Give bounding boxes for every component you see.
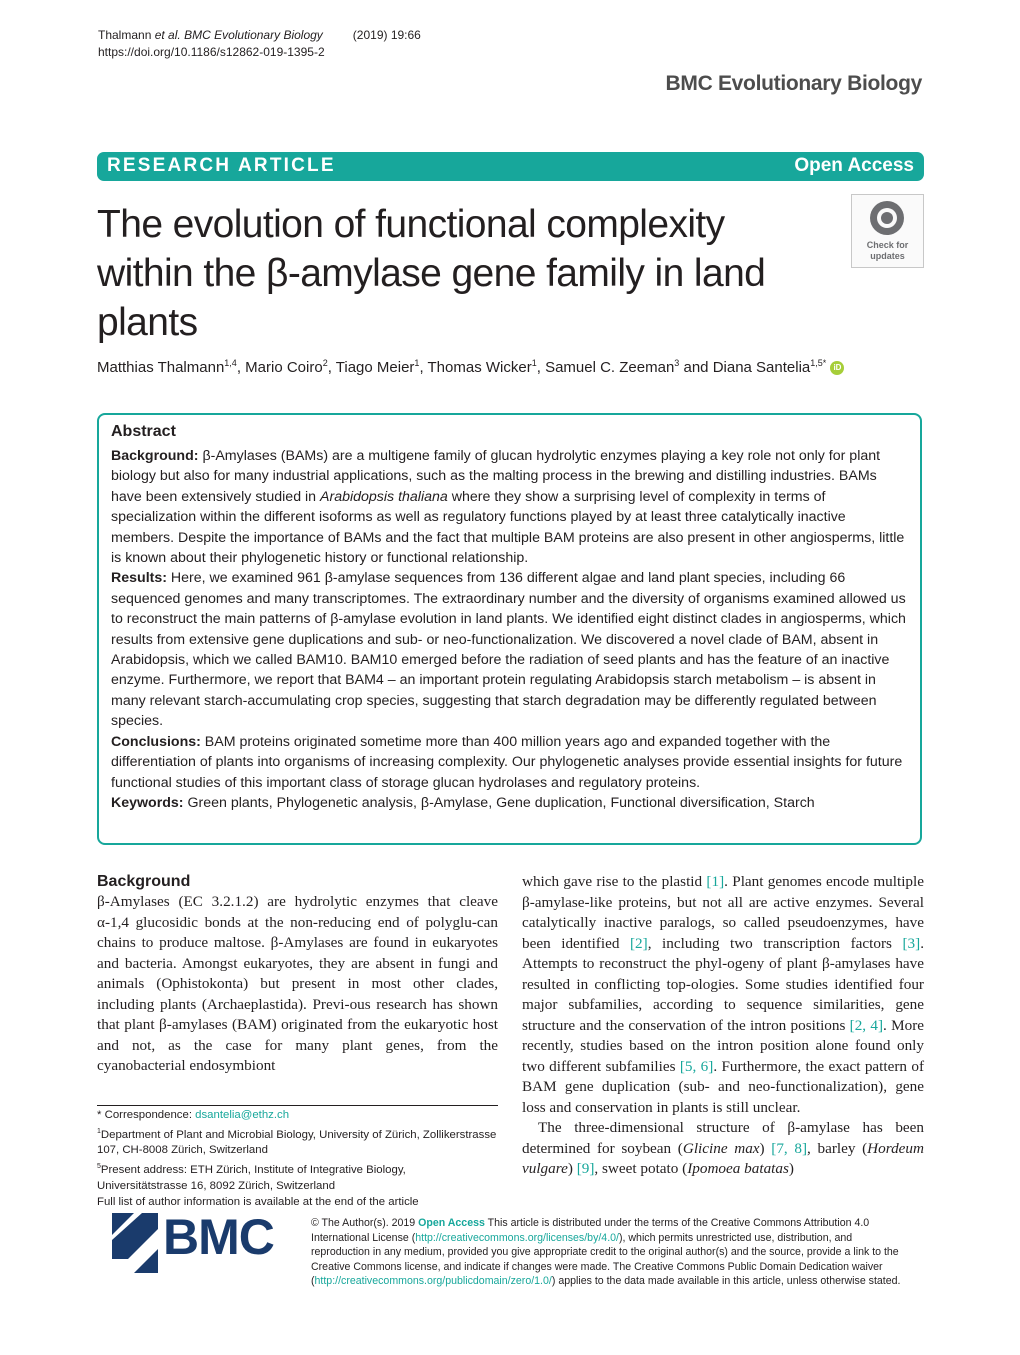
abstract-background: Background: β-Amylases (BAMs) are a multigene family of glucan hydrolytic enzymes playing a key role not only for plant biology but also for many industrial applications, such as the malting process in the brewing and distilling industries. BAMs have been extensively studied in Arabidopsis thaliana where they show a surprising level of complexity in terms of specialization within the different isoforms as well as regulatory functions played by at least three catalytically inactive members. Despite the importance of BAMs and the fact that multiple BAM proteins are also present in other angiosperms, little is known about their phylogenetic history or functional relationship.: [111, 448, 905, 567]
author-affiliation: 1: [531, 358, 537, 368]
bookmark-icon: [870, 201, 904, 235]
background-paragraph: β-Amylases (EC 3.2.1.2) are hydrolytic enzymes that cleave α-1,4 glucosidic bonds at the non-reducing end of polyglu-can chains to produce maltose. β-Amylases are found in eukaryotes and bacteria. Amongst eukaryotes, they are absent in fungi and animals (Ophistokonta) but present in most other clades, including plants (Archaeplastida). Previ-ous research has shown that plant β-amylases (BAM) originated from the eukaryotic host and not, as the case for many plant genes, from the cyanobacterial endosymbiont: [97, 893, 498, 1074]
author-affiliation: 1: [414, 358, 420, 368]
section-heading: Background: [97, 873, 191, 890]
left-column: [97, 872, 498, 1077]
article-type-band: [97, 152, 924, 181]
author-list: Matthias Thalmann$^{1,4}$, Mario Coiro$^2$, Tiago Meier$^1$, Thomas Wicker$^1$, Samuel C. Zeeman$^3$ and Diana Santelia$^{1,5*}$ iD: [97, 352, 927, 379]
author-affiliation: 3: [674, 358, 680, 368]
footnote-divider: [97, 1105, 498, 1106]
article-type-label: RESEARCH ARTICLE: [107, 155, 336, 176]
body-paragraph: which gave rise to the plastid [1]. Plant genomes encode multiple β-amylase-like proteins, but not all are active enzymes. Several catalytically inactive paralogs, so called pseudoenzymes, have been identified [2], including two transcription factors [3]. Attempts to reconstruct the phyl-ogeny of plant β-amylases have resulted in conflicting top-ologies. Some studies identified four major subfamilies, according to sequence similarities, gene structure and the conservation of the intron positions [2, 4]. More recently, studies based on the intron position alone found only two different subfamilies [5, 6]. Furthermore, the exact pattern of BAM gene duplication (sub- and neo-functionalization), gene loss and conservation in plants is still unclear.: [522, 873, 925, 1116]
affiliation-5: Present address: ETH Zürich, Institute of Integrative Biology, Universitätstrasse 16, 8092 Zürich, Switzerland: [97, 1163, 406, 1192]
orcid-icon[interactable]: iD: [830, 361, 844, 375]
footnotes: * Correspondence: dsantelia@ethz.ch $^1$Department of Plant and Microbial Biology, University of Zürich, Zollikerstrasse 107, CH-8008 Zürich, Switzerland $^5$Present address: ETH Zürich, Institute of Integrative Biology, Universitätstrasse 16, 8092 Zürich, Switzerland Full list of author information is available at the end of the article: [97, 1108, 498, 1210]
right-column: [522, 872, 924, 1180]
abstract-heading: Abstract: [111, 423, 176, 440]
author-affiliation: 1,4: [224, 358, 237, 368]
affiliation-1: Department of Plant and Microbial Biology, University of Zürich, Zollikerstrasse 107, CH-8008 Zürich, Switzerland: [97, 1128, 497, 1157]
check-for-updates-badge[interactable]: [851, 194, 924, 268]
doi-link[interactable]: https://doi.org/10.1186/s12862-019-1395-2: [98, 45, 325, 59]
open-access-label: Open Access: [794, 155, 914, 176]
reference-link[interactable]: [2]: [629, 934, 648, 952]
citation-journal: et al. BMC Evolutionary Biology: [154, 28, 323, 42]
author-info-note: Full list of author information is available at the end of the article: [97, 1195, 419, 1208]
cc0-waiver-link[interactable]: http://creativecommons.org/publicdomain/zero/1.0/: [314, 1275, 552, 1288]
article-title: The evolution of functional complexity within the β-amylase gene family in land plants: [97, 203, 766, 344]
citation-authors: Thalmann: [98, 28, 152, 42]
author-name: Diana Santelia: [712, 359, 811, 376]
citation-year: (2019) 19:66: [352, 28, 421, 42]
license-statement: © The Author(s). 2019 Open Access This article is distributed under the terms of the Creative Commons Attribution 4.0 International License (http://creativecommons.org/licenses/by/4.0/), which permits unrestricted use, distribution, and reproduction in any medium, provided you give appropriate credit to the original author(s) and the source, provide a link to the Creative Commons license, and indicate if changes were made. The Creative Commons Public Domain Dedication waiver (http://creativecommons.org/publicdomain/zero/1.0/) applies to the data made available in this article, unless otherwise stated.: [311, 1217, 901, 1288]
author-name: Tiago Meier: [335, 359, 415, 376]
author-name: Thomas Wicker: [427, 359, 532, 376]
author-name: Matthias Thalmann: [97, 359, 225, 376]
abstract-results: Results: Here, we examined 961 β-amylase sequences from 136 different algae and land plant species, including 66 sequenced genomes and many transcriptomes. The extraordinary number and the diversity of organisms examined allowed us to reconstruct the main patterns of β-amylase evolution in land plants. We identified eight distinct clades in angiosperms, which results from extensive gene duplications and sub- or neo-functionalization. We discovered a novel clade of BAM, absent in Arabidopsis, which we called BAM10. BAM10 emerged before the radiation of seed plants and has the feature of an inactive enzyme. Furthermore, we report that BAM4 – an important protein regulating Arabidopsis starch metabolism – is absent in many relevant starch-accumulating crop species, suggesting that starch degradation may be differently regulated between species.: [111, 570, 906, 730]
reference-link[interactable]: [9]: [576, 1160, 595, 1177]
citation-header: [98, 27, 421, 61]
reference-link[interactable]: [3]: [902, 934, 921, 952]
cc-by-license-link[interactable]: http://creativecommons.org/licenses/by/4.0/: [415, 1231, 619, 1244]
check-updates-line1: Check for: [866, 240, 909, 250]
bmc-logo-icon: [112, 1213, 158, 1273]
abstract-conclusions: Conclusions: BAM proteins originated sometime more than 400 million years ago and expanded together with the differentiation of plants into organisms of increasing complexity. Our phylogenetic analyses provide essential insights for future functional studies of this important class of storage glucan hydrolases and regulatory proteins.: [111, 733, 903, 791]
abstract-box: [97, 413, 922, 845]
reference-link[interactable]: [7, 8]: [771, 1139, 808, 1157]
reference-link[interactable]: [2, 4]: [849, 1016, 884, 1034]
abstract-keywords: Keywords: Green plants, Phylogenetic analysis, β-Amylase, Gene duplication, Functional diversification, Starch: [111, 794, 815, 811]
reference-link[interactable]: [5, 6]: [679, 1057, 714, 1075]
author-name: Mario Coiro: [245, 359, 323, 376]
body-paragraph: The three-dimensional structure of β-amylase has been determined for soybean (Glicine max) [7, 8], barley (Hordeum vulgare) [9], sweet potato (Ipomoea batatas): [522, 1119, 924, 1177]
author-name: Samuel C. Zeeman: [545, 359, 675, 376]
reference-link[interactable]: [1]: [706, 873, 725, 890]
publisher-logo-text: BMC: [163, 1209, 274, 1265]
correspondence-email-link[interactable]: dsantelia@ethz.ch: [195, 1109, 290, 1121]
author-affiliation: 2: [322, 358, 328, 368]
author-affiliation: 1,5*: [810, 358, 827, 368]
journal-name: BMC Evolutionary Biology: [665, 72, 922, 95]
check-updates-line2: updates: [870, 251, 905, 261]
